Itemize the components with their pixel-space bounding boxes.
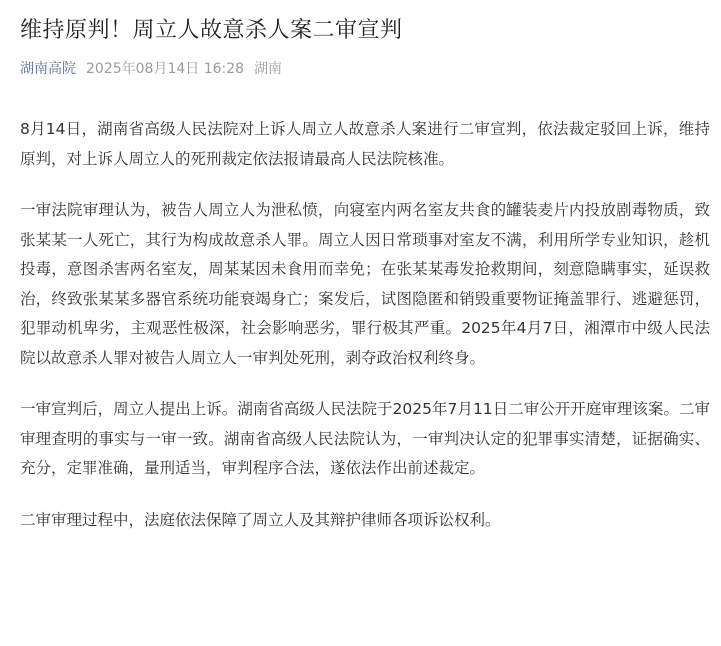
paragraph-1: 8月14日，湖南省高级人民法院对上诉人周立人故意杀人案进行二审宣判，依法裁定驳回上诉，维持原判，对上诉人周立人的死刑裁定依法报请最高人民法院核准。 (20, 120, 710, 168)
paragraph-2: 一审法院审理认为，被告人周立人为泄私愤，向寝室内两名室友共食的罐装麦片内投放剧毒物质，致张某某一人死亡，其行为构成故意杀人罪。周立人因日常琐事对室友不满，利用所学专业知识，趁机投毒，意图杀害两名室友，周某某因未食用而幸免；在张某某毒发抢救期间，刻意隐瞒事实，延误救治，终致张某某多器官系统功能衰竭身亡；案发后，试图隐匿和销毁重要物证掩盖罪行、逃避惩罚，犯罪动机卑劣，主观恶性极深，社会影响恶劣，罪行极其严重。2025年4月7日，湘潭市中级人民法院以故意杀人罪对被告人周立人一审判处死刑，剥夺政治权利终身。 (20, 201, 710, 367)
publish-datetime: 2025年08月14日 16:28 (86, 61, 245, 77)
article-meta (20, 59, 703, 79)
paragraph-4: 二审审理过程中，法庭依法保障了周立人及其辩护律师各项诉讼权利。 (20, 510, 501, 529)
publish-location: 湖南 (254, 61, 283, 77)
article-title: 维持原判！周立人故意杀人案二审宣判 (20, 18, 403, 43)
source-link[interactable]: 湖南高院 (20, 61, 76, 77)
article-body (20, 115, 710, 535)
paragraph-3: 一审宣判后，周立人提出上诉。湖南省高级人民法院于2025年7月11日二审公开开庭审理该案。二审审理查明的事实与一审一致。湖南省高级人民法院认为，一审判决认定的犯罪事实清楚，证据确实、充分，定罪准确，量刑适当，审判程序合法，遂依法作出前述裁定。 (20, 400, 710, 477)
